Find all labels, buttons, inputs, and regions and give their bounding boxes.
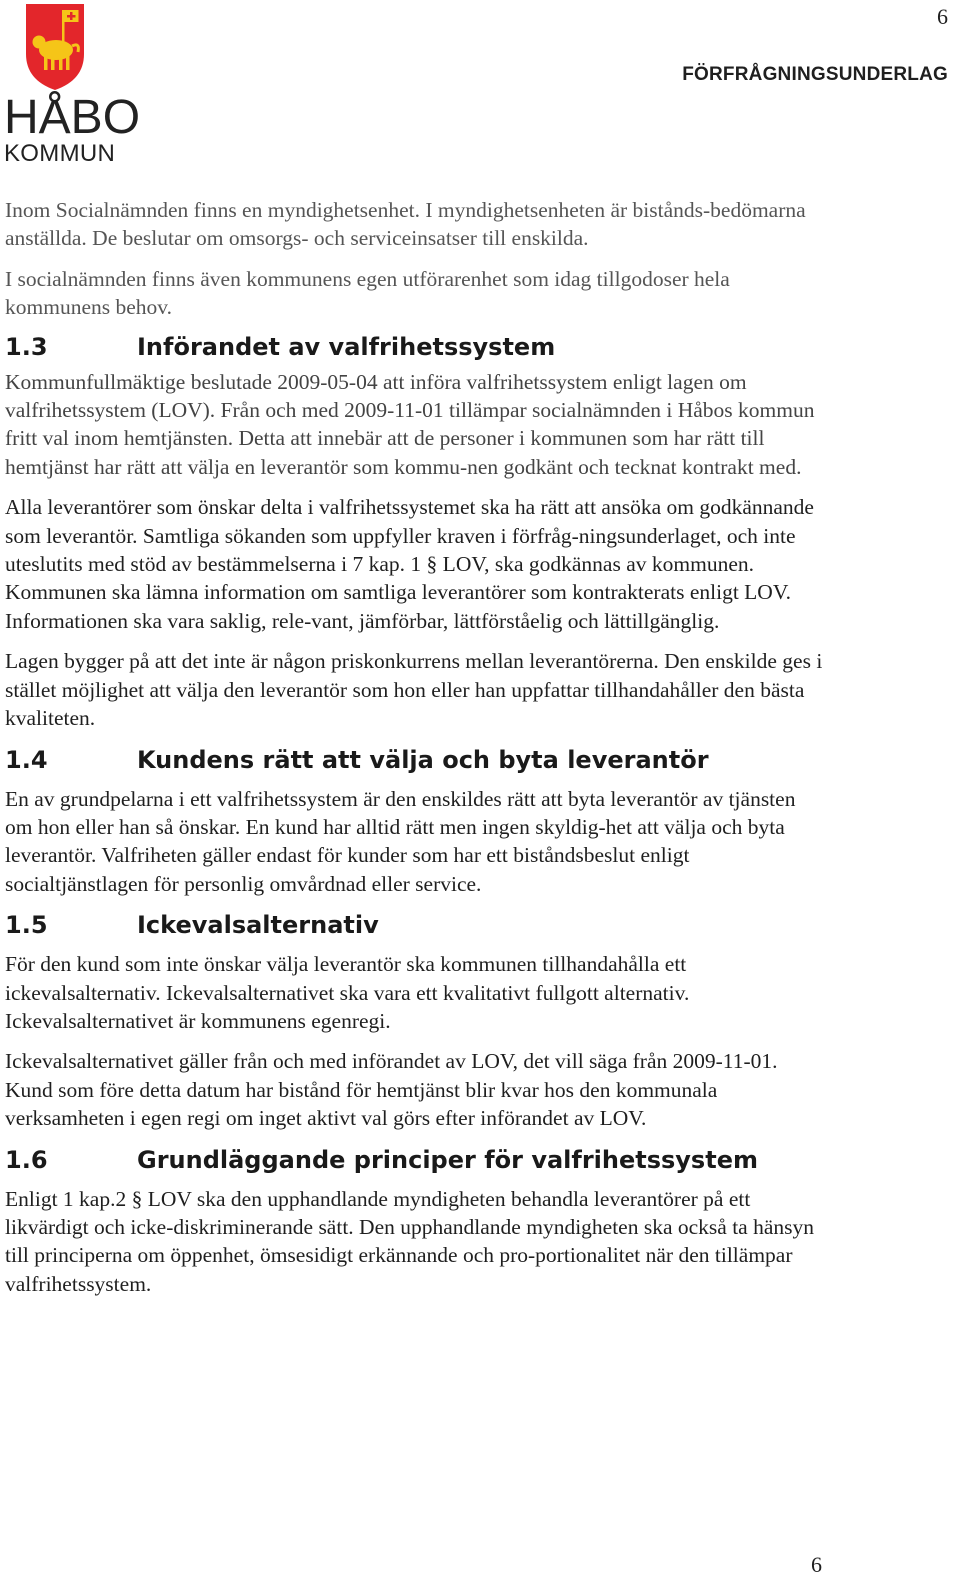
section-number: 1.6 [5, 1145, 48, 1174]
body-paragraph: Enligt 1 kap.2 § LOV ska den upphandlande myndigheten behandla leverantörer på ett likvärdigt och icke-diskriminerande sätt. Den upphandlande myndigheten ska också ta hänsyn till principerna om öppenhet, ömsesidigt erkännande och pro-portionalitet när den tillämpar valfrihetssystem. [5, 1186, 815, 1296]
body-paragraph: För den kund som inte önskar välja leverantör ska kommunen tillhandahålla ett ickevalsalternativ. Ickevalsalternativet ska vara ett kvalitativt fullgott alternativ. Ickevalsalternativet är kommunens egenregi. [5, 952, 690, 1033]
section-title: Kundens rätt att välja och byta leverantör [137, 745, 709, 774]
intro-paragraph: Inom Socialnämnden finns en myndighetsenhet. I myndighetsenheten är bistånds-bedömarna anställda. De beslutar om omsorgs- och serviceinsatser till enskilda. [5, 198, 806, 251]
section-heading [5, 910, 825, 940]
section-heading [5, 332, 825, 362]
section-title: Grundläggande principer för valfrihetssystem [137, 1145, 758, 1174]
body-paragraph: Kommunfullmäktige beslutade 2009-05-04 att införa valfrihetssystem enligt lagen om valfrihetssystem (LOV). Från och med 2009-11-01 tillämpar socialnämnden i Håbos kommun fritt val inom hemtjänsten. Detta att innebär att de personer i kommunen som har rätt till hemtjänst har rätt att välja en leverantör som kommu-nen godkänt och tecknat kontrakt med. [5, 369, 815, 479]
logo-text-kommun: KOMMUN [4, 140, 116, 167]
page-number-bottom: 6 [811, 1552, 822, 1577]
section-number: 1.3 [5, 332, 48, 361]
document-body [5, 196, 825, 1298]
section-title: Ickevalsalternativ [137, 911, 379, 940]
body-paragraph: Alla leverantörer som önskar delta i valfrihetssystemet ska ha rätt att ansöka om godkännande som leverantör. Samtliga sökanden som uppfyller kraven i förfråg-ningsunderlaget, och inte uteslutits med stöd av bestämmelserna i 7 kap. 1 § LOV, ska godkännas av kommunen. Kommunen ska lämna information om samtliga leverantörer som kontrakterats enligt LOV. Informationen ska vara saklig, rele-vant, jämförbar, lättförståelig och lättillgänglig. [5, 495, 814, 633]
habo-kommun-logo [4, 2, 141, 167]
logo-text-habo: HÅBO [4, 91, 141, 144]
coat-of-arms-icon [4, 2, 106, 92]
section-heading [5, 745, 825, 775]
section-heading [5, 1145, 825, 1175]
page-number-top: 6 [937, 4, 948, 29]
section-number: 1.4 [5, 745, 48, 774]
section-title: Införandet av valfrihetssystem [137, 332, 556, 361]
body-paragraph: En av grundpelarna i ett valfrihetssystem är den enskildes rätt att byta leverantör av tjänsten om hon eller han så önskar. En kund har alltid rätt men ingen skyldig-het att välja och byta leverantör. Valfriheten gäller endast för kunder som har ett biståndsbeslut enligt socialtjänstlagen för personlig omvårdnad eller service. [5, 786, 796, 896]
body-paragraph: Ickevalsalternativet gäller från och med införandet av LOV, det vill säga från 2009-11-01. Kund som före detta datum har bistånd för hemtjänst blir kvar hos den kommunala verksamheten i egen regi om inget aktivt val görs efter införandet av LOV. [5, 1049, 778, 1131]
section-number: 1.5 [5, 911, 48, 940]
document-label: FÖRFRÅGNINGSUNDERLAG [682, 64, 948, 85]
intro-paragraph: I socialnämnden finns även kommunens egen utförarenhet som idag tillgodoser hela kommunens behov. [5, 266, 730, 320]
body-paragraph: Lagen bygger på att det inte är någon priskonkurrens mellan leverantörerna. Den enskilde ges i stället möjlighet att välja den leverantör som hon eller han uppfattar tillhandahåller den bästa kvaliteten. [5, 649, 823, 731]
